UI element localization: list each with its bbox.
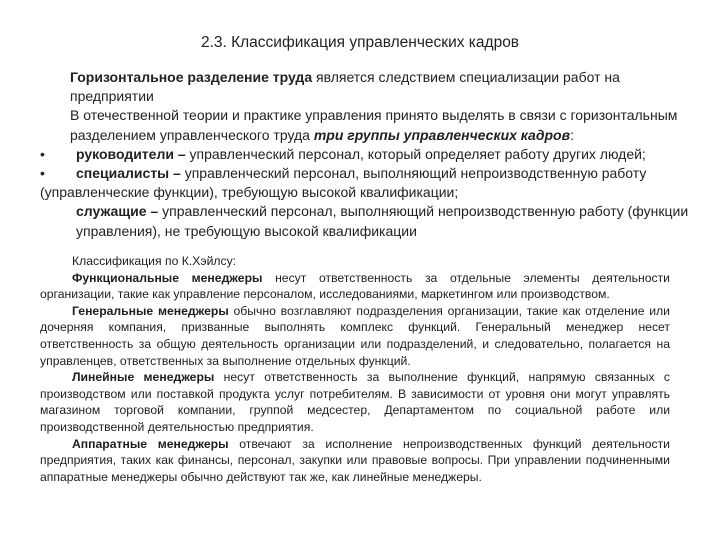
general-managers-term: Генеральные менеджеры [72, 303, 229, 318]
horizontal-division-paragraph [40, 68, 692, 106]
general-managers-text: обычно возглавляют подразделения организации, такие как отделение или дочерняя компания, призванные выполнять комплекс функций. Генеральный менеджер несет ответственность за общую деятельность организации или подразделений, и следовательно, полагается на управленцев, ответственных за выполнение отдельных функций. [40, 303, 670, 368]
three-groups-emphasis: три группы управленческих кадров [313, 126, 571, 143]
three-groups-colon: : [570, 126, 574, 143]
bullet-marker: • [40, 145, 45, 162]
staff-managers-text: отвечают за исполнение непроизводственных функций деятельности предприятия, таких как финансы, персонал, закупки или правовые вопросы. При управлении подчиненными аппаратные менеджеры обычно действуют так же, как линейные менеджеры. [40, 436, 670, 484]
bullet-specialists [40, 164, 692, 202]
specialists-text: управленческий персонал, выполняющий непроизводственную работу (управленческие функции), требующую высокой квалификации; [40, 165, 647, 201]
employees-paragraph [40, 202, 692, 240]
intro-section [40, 68, 692, 241]
functional-managers-paragraph [40, 270, 670, 303]
line-managers-text: несут ответственность за выполнение функций, напрямую связанных с производством или поставкой продукта услуг потребителям. В зависимости от уровня они могут управлять магазином торговой компании, группой медсестер, Департаментом по социальной работе или производственной деятельностью предприятия. [40, 370, 671, 434]
three-groups-text: В отечественной теории и практике управления принято выделять в связи с горизонтальным разделением управленческого труда [70, 107, 678, 143]
managers-term: руководители – [76, 145, 186, 162]
functional-managers-text: несут ответственность за отдельные элементы деятельности организации, такие как управление персоналом, исследованиями, маркетингом или производством. [40, 270, 670, 302]
bullet-marker: • [40, 165, 45, 182]
line-managers-paragraph [40, 369, 670, 435]
managers-text: управленческий персонал, который определяет работу других людей; [185, 145, 646, 162]
staff-managers-term: Аппаратные менеджеры [72, 436, 229, 451]
hales-classification-section [40, 253, 670, 485]
line-managers-term: Линейные менеджеры [72, 370, 215, 385]
general-managers-paragraph [40, 303, 670, 369]
bullet-managers [40, 145, 692, 164]
specialists-term: специалисты – [76, 165, 181, 182]
page-title: 2.3. Классификация управленческих кадров [200, 34, 520, 51]
employees-text: управленческий персонал, выполняющий непроизводственную работу (функции управления), не требующую высокой квалификации [76, 203, 689, 239]
horizontal-division-term: Горизонтальное разделение труда [70, 69, 313, 85]
classification-heading: Классификация по К.Хэйлсу: [72, 254, 237, 268]
three-groups-paragraph [40, 106, 692, 144]
staff-managers-paragraph [40, 436, 670, 486]
functional-managers-term: Функциональные менеджеры [72, 270, 263, 285]
employees-term: служащие – [76, 203, 159, 220]
horizontal-division-text: является следствием специализации работ на предприятии [70, 69, 620, 105]
